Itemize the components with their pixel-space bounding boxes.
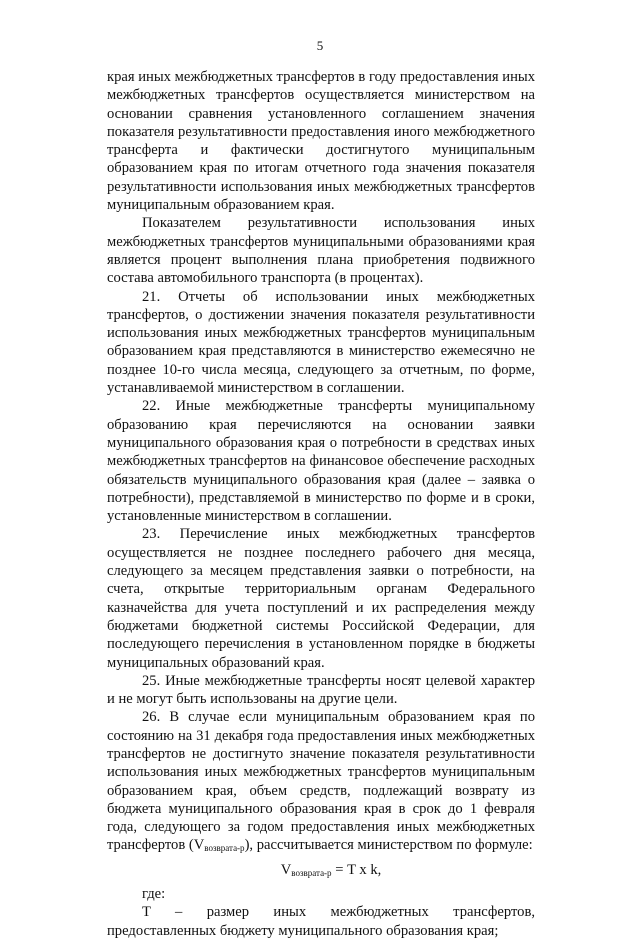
formula-rhs: = T x k, bbox=[331, 861, 382, 878]
paragraph-25: 25. Иные межбюджетные трансферты носят целевой характер и не могут быть использованы на другие цели. bbox=[107, 672, 535, 708]
paragraph-23: 23. Перечисление иных межбюджетных трансфертов осуществляется не позднее последнего рабочего дня месяца, следующего за месяцем представления заявки о потребности, на счета, открытые территориальным органам Федерального казначейства для учета поступлений и их распределения между бюджетами бюджетной системы Российской Федерации, для последующего перечисления в установленном порядке в бюджеты муниципальных образований края. bbox=[107, 526, 535, 671]
return-formula bbox=[107, 861, 535, 879]
definition-t: T – размер иных межбюджетных трансфертов, предоставленных бюджету муниципального образования края; bbox=[107, 904, 535, 939]
paragraph-performance-indicator: Показателем результативности использования иных межбюджетных трансфертов муниципальными образованиями края является процент выполнения плана приобретения подвижного состава автомобильного транспорта (в процентах). bbox=[107, 215, 535, 287]
paragraph-22: 22. Иные межбюджетные трансферты муниципальному образованию края перечисляются на основании заявки муниципального образования края о потребности в средствах иных межбюджетных трансфертов на финансовое обеспечение расходных обязательств муниципального образования края (далее – заявка о потребности), представляемой в министерство по форме и в сроки, установленные министерством в соглашении. bbox=[107, 398, 535, 525]
paragraph-26-subscript: возврата-р bbox=[204, 843, 245, 854]
paragraph-continuation: края иных межбюджетных трансфертов в году предоставления иных межбюджетных трансфертов осуществляется министерством на основании сравнения установленного соглашением значения показателя результативности предоставления иного межбюджетного трансферта и фактически достигнутого муниципальным образованием края по итогам отчетного года значения показателя результативности использования иных межбюджетных трансфертов муниципальным образованием края. bbox=[107, 69, 535, 214]
paragraph-26-text-end: ), рассчитывается министерством по формуле: bbox=[244, 837, 533, 854]
where-label: где: bbox=[142, 886, 166, 903]
document-body bbox=[107, 68, 535, 940]
paragraph-26 bbox=[107, 708, 535, 854]
formula-variable: V bbox=[280, 861, 292, 878]
paragraph-21: 21. Отчеты об использовании иных межбюджетных трансфертов, о достижении значения показателя результативности использования иных межбюджетных трансфертов муниципальным образованием края представляются в министерство ежемесячно не позднее 10-го числа месяца, следующего за отчетным, по форме, устанавливаемой министерством в соглашении. bbox=[107, 288, 535, 397]
paragraph-26-text: 26. В случае если муниципальным образованием края по состоянию на 31 декабря года предоставления иных межбюджетных трансфертов не достигнуто значение показателя результативности использования иных межбюджетных трансфертов муниципальным образованием края, объем средств, подлежащий возврату из бюджета муниципального образования края в срок до 1 февраля года, следующего за годом предоставления иных межбюджетных трансфертов (V bbox=[107, 709, 535, 854]
page-number: 5 bbox=[316, 38, 324, 53]
formula-subscript: возврата-р bbox=[291, 867, 332, 878]
